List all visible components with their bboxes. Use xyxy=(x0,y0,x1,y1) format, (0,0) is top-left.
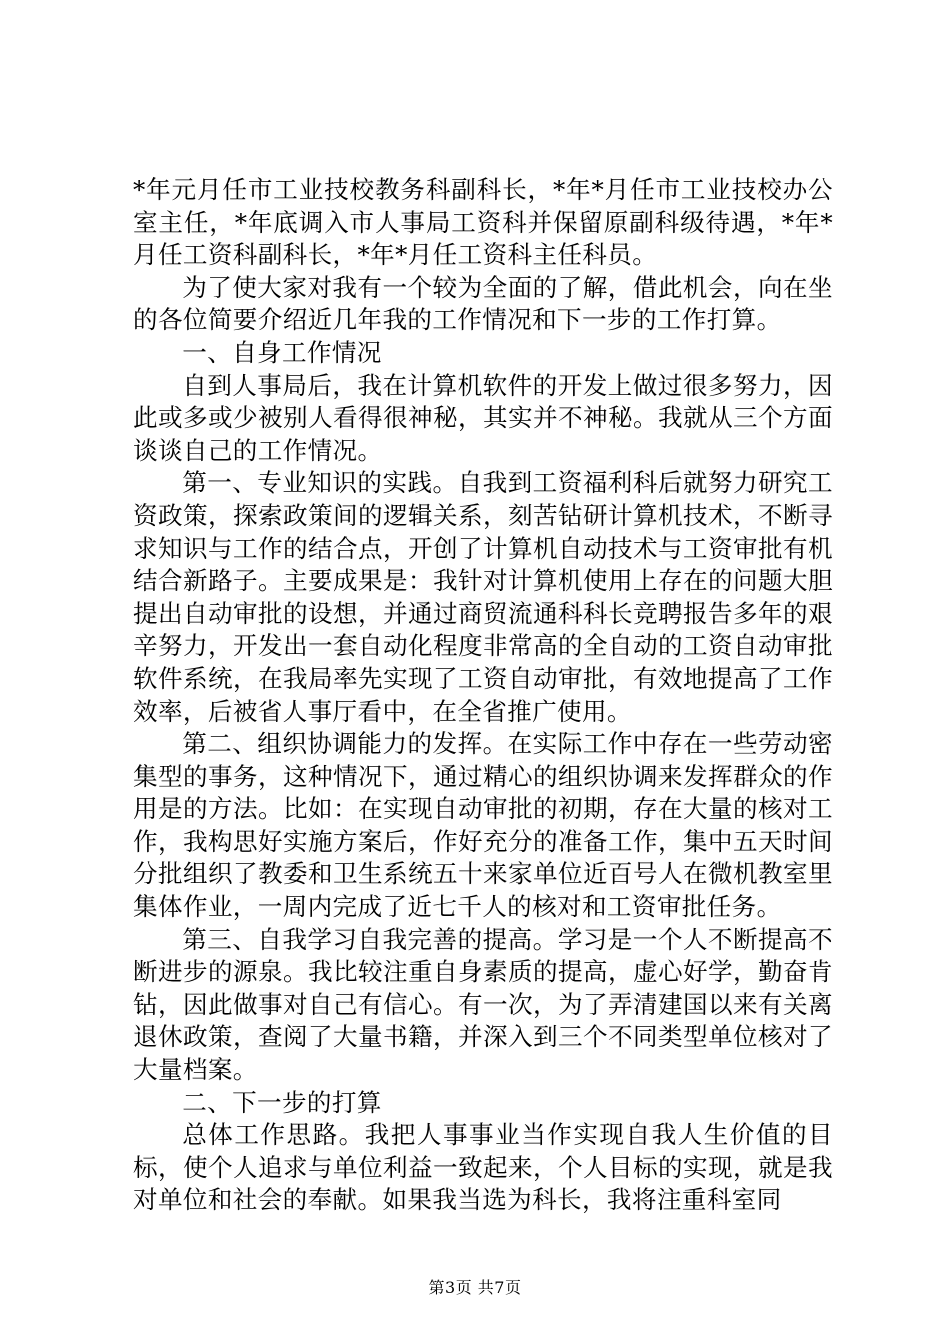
paragraph-coordination-ability: 第二、组织协调能力的发挥。在实际工作中存在一些劳动密集型的事务，这种情况下，通过精心的组织协调来发挥群众的作用是的方法。比如：在实现自动审批的初期，存在大量的核对工作，我构思好实施方案后，作好充分的准备工作，集中五天时间分批组织了教委和卫生系统五十来家单位近百号人在微机教室里集体作业，一周内完成了近七千人的核对和工资审批任务。 xyxy=(133,729,833,922)
paragraph-professional-practice: 第一、专业知识的实践。自我到工资福利科后就努力研究工资政策，探索政策间的逻辑关系，刻苦钻研计算机技术，不断寻求知识与工作的结合点，开创了计算机自动技术与工资审批有机结合新路子。主要成果是：我针对计算机使用上存在的问题大胆提出自动审批的设想，并通过商贸流通科科长竞聘报告多年的艰辛努力，开发出一套自动化程度非常高的全自动的工资自动审批软件系统，在我局率先实现了工资自动审批，有效地提高了工作效率，后被省人事厅看中，在全省推广使用。 xyxy=(133,468,833,726)
section-heading-next-steps: 二、下一步的打算 xyxy=(182,1087,382,1117)
page-number-footer: 第3页 共7页 xyxy=(428,1278,522,1297)
paragraph-introduction: 为了使大家对我有一个较为全面的了解，借此机会，向在坐的各位简要介绍近几年我的工作情况和下一步的工作打算。 xyxy=(133,272,833,335)
paragraph-software-development: 自到人事局后，我在计算机软件的开发上做过很多努力，因此或多或少被别人看得很神秘，其实并不神秘。我就从三个方面谈谈自己的工作情况。 xyxy=(133,370,833,465)
section-heading-work-situation: 一、自身工作情况 xyxy=(182,337,382,367)
document-body xyxy=(133,174,833,1217)
paragraph-career-history: *年元月任市工业技校教务科副科长，*年*月任市工业技校办公室主任，*年底调入市人事局工资科并保留原副科级待遇，*年*月任工资科副科长，*年*月任工资科主任科员。 xyxy=(133,175,833,270)
paragraph-overall-approach: 总体工作思路。我把人事事业当作实现自我人生价值的目标，使个人追求与单位利益一致起来，个人目标的实现，就是我对单位和社会的奉献。如果我当选为科长，我将注重科室同 xyxy=(133,1120,833,1215)
paragraph-self-improvement: 第三、自我学习自我完善的提高。学习是一个人不断提高不断进步的源泉。我比较注重自身素质的提高，虚心好学，勤奋肯钻，因此做事对自己有信心。有一次，为了弄清建国以来有关离退休政策，查阅了大量书籍，并深入到三个不同类型单位核对了大量档案。 xyxy=(133,924,833,1085)
